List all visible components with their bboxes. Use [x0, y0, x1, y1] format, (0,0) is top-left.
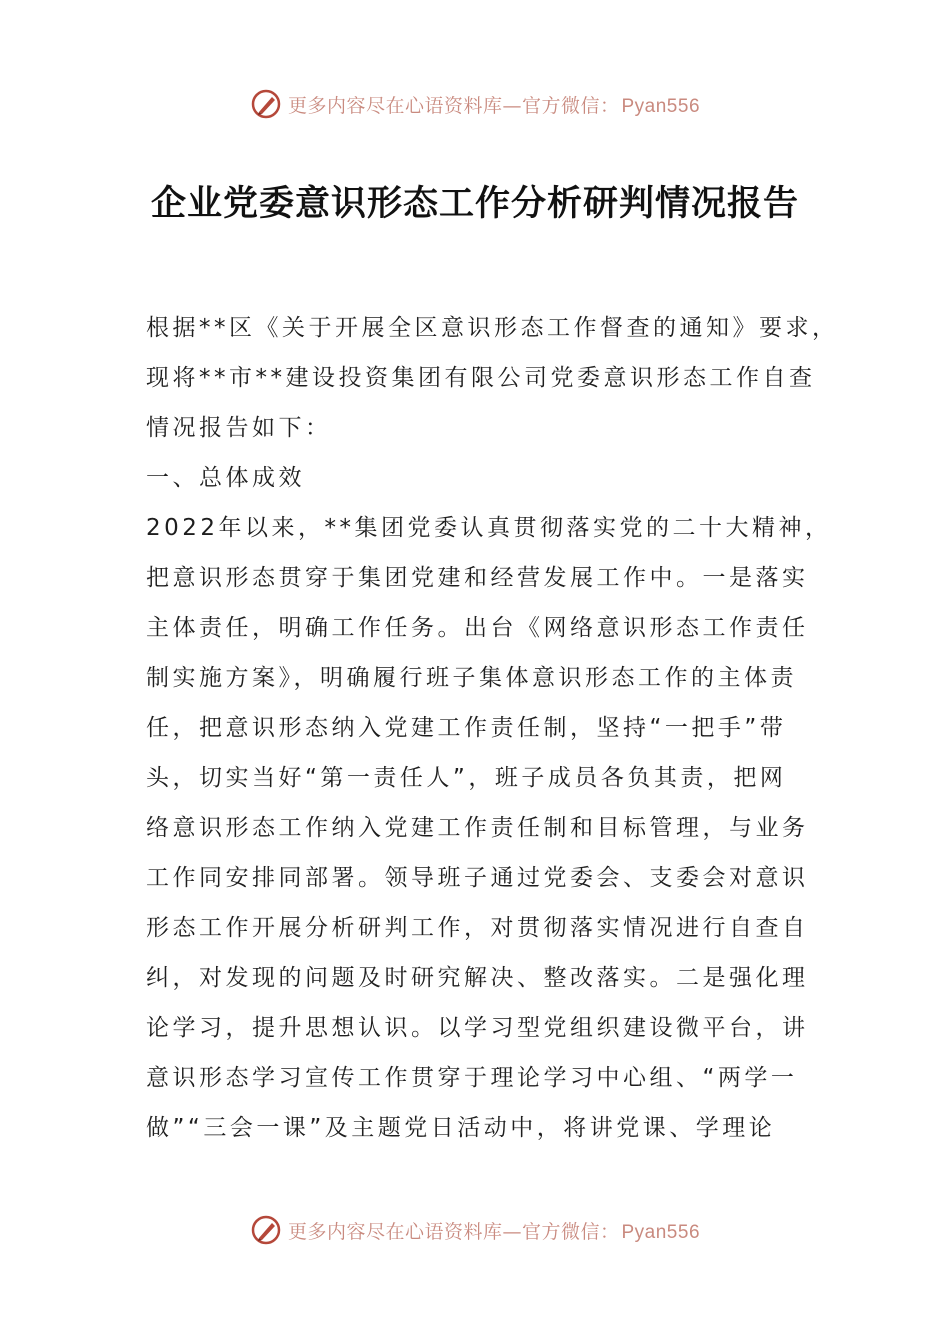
section-heading: 一、总体成效	[146, 465, 305, 491]
body-line: 形态工作开展分析研判工作，对贯彻落实情况进行自查自	[146, 915, 809, 941]
body-line: 把意识形态贯穿于集团党建和经营发展工作中。一是落实	[146, 565, 809, 591]
body-line: 工作同安排同部署。领导班子通过党委会、支委会对意识	[146, 865, 809, 891]
body-line: 现将**市**建设投资集团有限公司党委意识形态工作自查	[146, 365, 816, 391]
body-line: 络意识形态工作纳入党建工作责任制和目标管理，与业务	[146, 815, 809, 841]
watermark-text: 更多内容尽在心语资料库—官方微信： Pyan556	[287, 94, 701, 117]
body-line: 论学习，提升思想认识。以学习型党组织建设微平台，讲	[146, 1015, 809, 1041]
watermark-header	[0, 84, 950, 124]
body-line: 2022年以来，**集团党委认真贯彻落实党的二十大精神，	[146, 515, 832, 541]
watermark-id: Pyan556	[621, 95, 701, 117]
pen-logo-icon	[250, 1214, 282, 1246]
body-line: 根据**区《关于开展全区意识形态工作督查的通知》要求，	[146, 315, 839, 341]
body-line: 意识形态学习宣传工作贯穿于理论学习中心组、“两学一	[146, 1065, 798, 1091]
body-line: 做”“三会一课”及主题党日活动中，将讲党课、学理论	[146, 1115, 776, 1141]
body-line: 情况报告如下：	[146, 415, 332, 441]
body-line: 任，把意识形态纳入党建工作责任制，坚持“一把手”带	[146, 715, 787, 741]
pen-logo-icon	[250, 88, 282, 120]
document-body	[146, 303, 839, 1153]
body-line: 主体责任，明确工作任务。出台《网络意识形态工作责任	[146, 615, 809, 641]
body-line: 制实施方案》，明确履行班子集体意识形态工作的主体责	[146, 665, 797, 691]
watermark-text: 更多内容尽在心语资料库—官方微信： Pyan556	[287, 1220, 701, 1243]
watermark-id: Pyan556	[621, 1221, 701, 1243]
body-line: 纠，对发现的问题及时研究解决、整改落实。二是强化理	[146, 965, 809, 991]
body-line: 头，切实当好“第一责任人”，班子成员各负其责，把网	[146, 765, 787, 791]
document-title: 企业党委意识形态工作分析研判情况报告	[150, 183, 799, 224]
watermark-footer	[0, 1210, 950, 1250]
